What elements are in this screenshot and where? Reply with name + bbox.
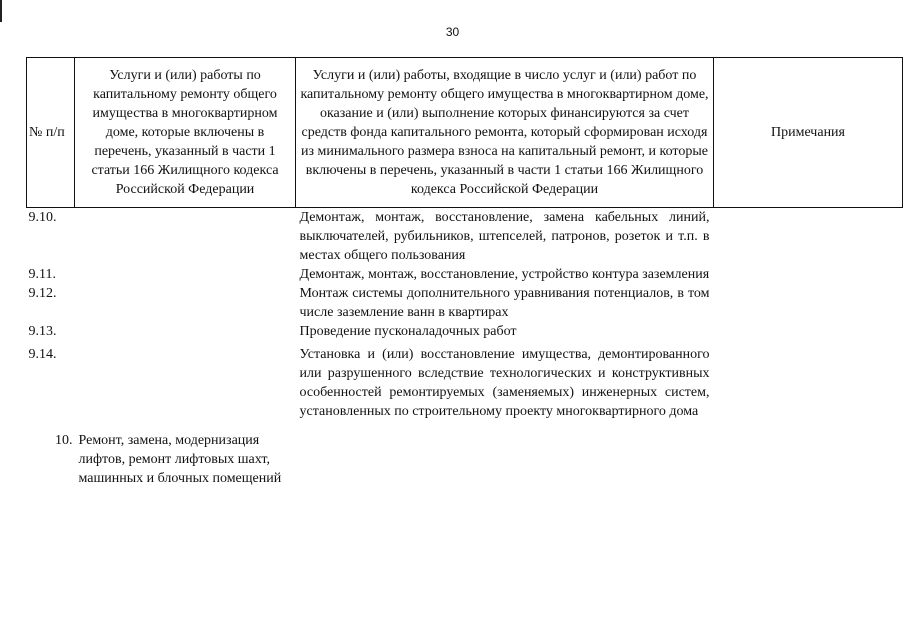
row-number: 9.12. bbox=[28, 286, 57, 301]
row-service bbox=[75, 322, 296, 341]
table-row bbox=[27, 341, 903, 421]
row-note bbox=[714, 322, 903, 341]
header-services: Услуги и (или) работы по капитальному ремонту общего имущества в многоквартирном доме, которые включены в перечень, указанный в части 1 статьи 166 Жилищного кодекса Российской Федерации bbox=[75, 58, 296, 208]
row-work: Демонтаж, монтаж, восстановление, устройство контура заземления bbox=[299, 267, 710, 282]
page-number: 30 bbox=[445, 25, 460, 39]
row-work: Проведение пусконаладочных работ bbox=[299, 324, 517, 339]
row-number: 9.11. bbox=[28, 267, 56, 282]
row-number: 9.10. bbox=[28, 210, 57, 225]
row-work bbox=[296, 421, 714, 488]
table-row bbox=[27, 421, 903, 488]
table-row bbox=[27, 322, 903, 341]
row-service bbox=[75, 284, 296, 322]
row-service bbox=[75, 208, 296, 266]
row-number: 10. bbox=[55, 433, 73, 448]
row-service: Ремонт, замена, модернизация лифтов, ремонт лифтовых шахт, машинных и блочных помещений bbox=[78, 433, 282, 486]
table-row bbox=[27, 284, 903, 322]
table-header-row bbox=[27, 58, 903, 208]
row-number: 9.14. bbox=[28, 347, 57, 362]
table-row bbox=[27, 208, 903, 266]
row-number: 9.13. bbox=[28, 324, 57, 339]
row-note bbox=[714, 421, 903, 488]
row-note bbox=[714, 265, 903, 284]
row-note bbox=[714, 341, 903, 421]
header-works: Услуги и (или) работы, входящие в число услуг и (или) работ по капитальному ремонту общего имущества в многоквартирном доме, оказание и (или) выполнение которых финансируются за счет средств фонда капитального ремонта, который сформирован исходя из минимального размера взноса на капитальный ремонт, и которые включены в перечень, указанный в части 1 статьи 166 Жилищного кодекса Российской Федерации bbox=[296, 58, 714, 208]
table-row bbox=[27, 265, 903, 284]
row-note bbox=[714, 284, 903, 322]
scan-edge-mark bbox=[0, 0, 2, 22]
row-note bbox=[714, 208, 903, 266]
row-service bbox=[75, 341, 296, 421]
row-service bbox=[75, 265, 296, 284]
header-number: № п/п bbox=[27, 58, 75, 208]
row-work: Монтаж системы дополнительного уравнивания потенциалов, в том числе заземление ванн в квартирах bbox=[299, 286, 710, 320]
row-work: Демонтаж, монтаж, восстановление, замена кабельных линий, выключателей, рубильников, штепселей, патронов, розеток и т.п. в местах общего пользования bbox=[299, 210, 710, 263]
capital-repair-services-table bbox=[26, 57, 903, 488]
header-notes: Примечания bbox=[714, 58, 903, 208]
row-work: Установка и (или) восстановление имущества, демонтированного или разрушенного вследствие технологических и конструктивных особенностей ремонтируемых (заменяемых) инженерных систем, установленных по строительному проекту многоквартирного дома bbox=[299, 347, 710, 419]
